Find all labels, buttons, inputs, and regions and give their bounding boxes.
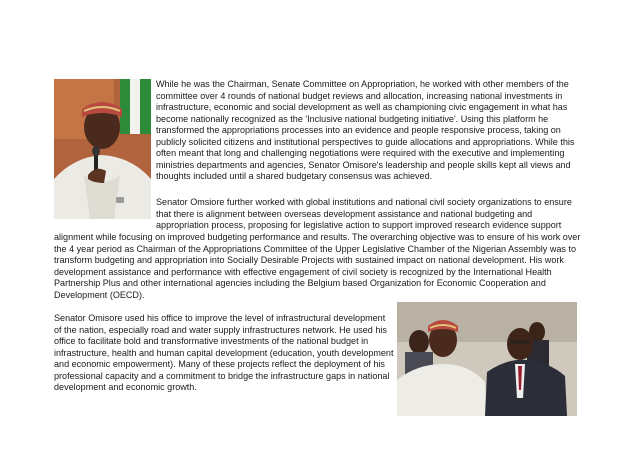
- paragraph-global-institutions-part2: alignment while focusing on improved budgeting performance and results. The overarching objective was to ensure of his work over the 4 year period as Chairman of the Appropriations Committee of the Upper Legislative Chamber of the Nigerian Assembly was to transform budgeting and appropriation into Socially Desirable Projects with sustained impact on national development. His work development assistance and performance with effective engagement of civil society is recognized by the International Health Partnership Plus and other international agencies including the Belgium based Organization for Economic Cooperation and Development (OECD).: [54, 232, 581, 300]
- senator-with-official-photo: [397, 302, 577, 416]
- paragraph-global-institutions-part1: Senator Omsiore further worked with global institutions and national civil society organizations to ensure that there is alignment between overseas development assistance and national budgeting and appropriation process, proposing for legislative action to support improved research evidence support: [156, 197, 572, 230]
- senator-speaking-photo: [54, 79, 151, 219]
- senator-speaking-illustration: [54, 79, 151, 219]
- paragraph-appropriation-chairman: While he was the Chairman, Senate Committee on Appropriation, he worked with other members of the committee over 4 rounds of national budget reviews and allocation, increasing national investments in infrastructure, economic and social development as well as championing civic engagement in what has become nationally recognized as the 'Inclusive national budgeting initiative'. Using this platform he transformed the appropriations processes into an evidence and people responsive process, taking on publicly solicited citizens and institutional perspectives to guide allocations and appropriations. While this often meant that long and challenging negotiations were required with the executive and implementing ministries departments and agencies, Senator Omisore's leadership and people skills kept all views and thoughts included until a shared budgetary consensus was achieved.: [156, 79, 575, 181]
- paragraph-infrastructure-development: Senator Omisore used his office to improve the level of infrastructural development of the nation, especially road and water supply infrastructures network. He used his office to facilitate bold and transformative investments of the national budget in infrastructure, health and human capital development (education, youth development and economic empowerment). Many of these projects reflect the deployment of his professional capacity and a commitment to bridge the infrastructure gaps in national development and economic growth.: [54, 313, 394, 392]
- senator-with-official-illustration: [397, 302, 577, 416]
